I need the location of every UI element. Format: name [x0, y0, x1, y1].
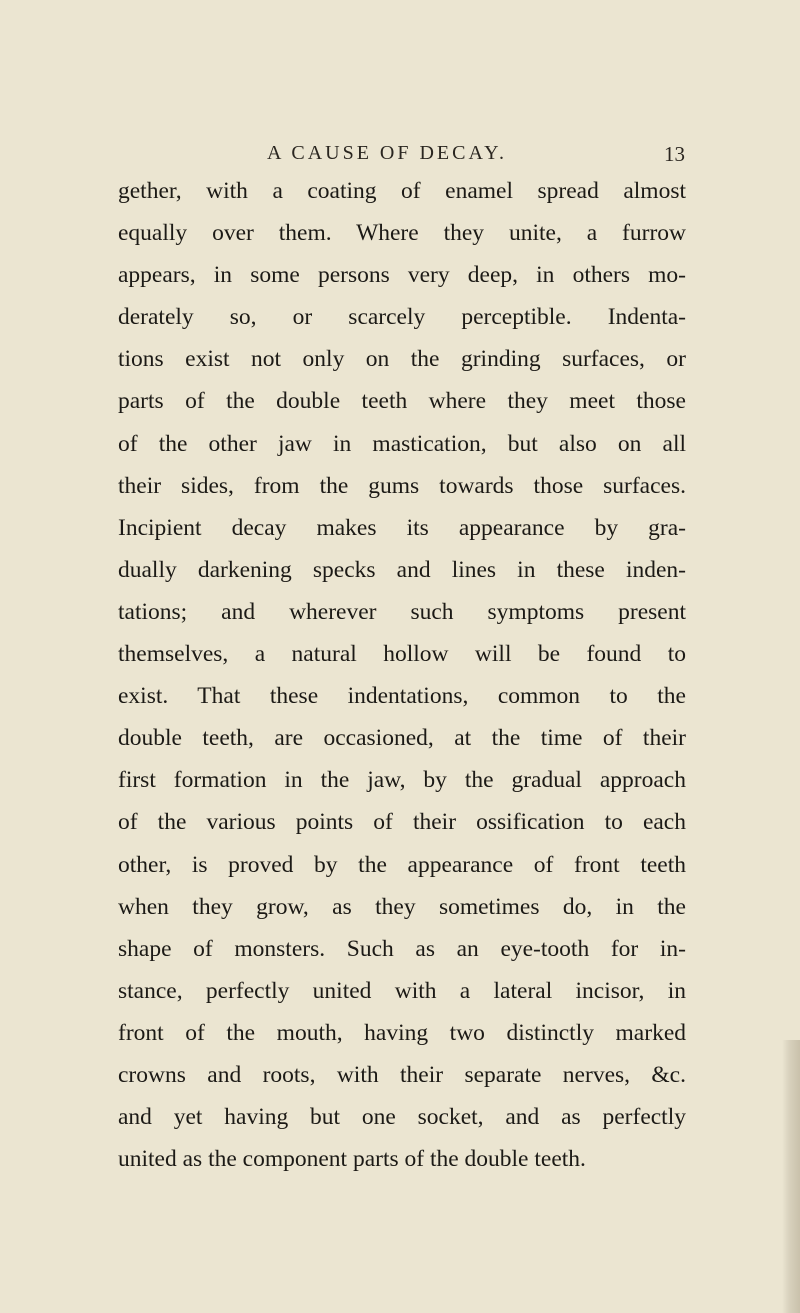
text-line: of the various points of their ossification to each: [118, 809, 686, 836]
text-line: equally over them. Where they unite, a furrow: [118, 220, 686, 247]
text-line: crowns and roots, with their separate nerves, &c.: [118, 1061, 686, 1088]
page-edge-shadow: [782, 1040, 800, 1313]
text-line: gether, with a coating of enamel spread almost: [118, 178, 686, 204]
text-line: themselves, a natural hollow will be found to: [118, 641, 686, 668]
text-line: of the other jaw in mastication, but also on all: [118, 430, 686, 457]
running-head: [0, 142, 800, 172]
text-line: appears, in some persons very deep, in others mo-: [118, 262, 686, 289]
text-line: when they grow, as they sometimes do, in the: [118, 893, 686, 920]
text-line: exist. That these indentations, common to the: [118, 683, 686, 710]
body-text: [118, 170, 686, 1180]
text-line: tations; and wherever such symptoms present: [118, 598, 686, 625]
text-line: front of the mouth, having two distinctly marked: [118, 1019, 686, 1046]
text-line: first formation in the jaw, by the gradual approach: [118, 767, 686, 794]
page-number: 13: [664, 142, 685, 166]
text-line: other, is proved by the appearance of front teeth: [118, 851, 686, 878]
text-line: derately so, or scarcely perceptible. Indenta-: [118, 304, 686, 331]
text-line-last: united as the component parts of the double teeth.: [118, 1146, 586, 1173]
running-head-title: A CAUSE OF DECAY.: [267, 142, 507, 164]
text-line: tions exist not only on the grinding surfaces, or: [118, 346, 686, 373]
text-line: and yet having but one socket, and as perfectly: [118, 1104, 686, 1131]
text-line: stance, perfectly united with a lateral incisor, in: [118, 977, 686, 1004]
text-line: their sides, from the gums towards those surfaces.: [118, 472, 686, 499]
text-line: dually darkening specks and lines in these inden-: [118, 556, 686, 583]
text-line: parts of the double teeth where they meet those: [118, 388, 686, 415]
text-line: double teeth, are occasioned, at the time of their: [118, 725, 686, 752]
text-line: shape of monsters. Such as an eye-tooth for in-: [118, 935, 686, 962]
text-line: Incipient decay makes its appearance by gra-: [118, 514, 686, 541]
